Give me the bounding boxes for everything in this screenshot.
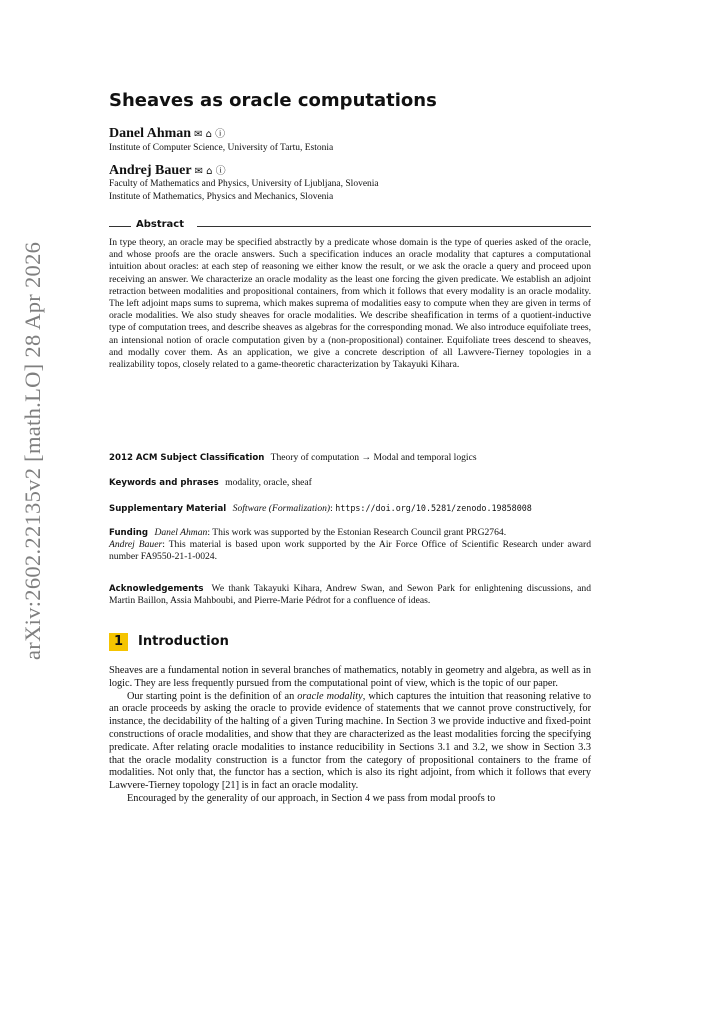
supplementary-kind: Software (Formalization) (232, 503, 331, 514)
author-name: Andrej Bauer (109, 163, 192, 178)
supplementary-separator: : (330, 503, 336, 514)
intro-paragraph-3: Encouraged by the generality of our approach, in Section 4 we pass from modal proofs to (127, 792, 496, 804)
acm-text: Theory of computation → Modal and temporal logics (270, 452, 477, 463)
paper-title: Sheaves as oracle computations (109, 90, 437, 111)
keywords (109, 477, 591, 489)
supplementary-link[interactable]: https://doi.org/10.5281/zenodo.19858008 (335, 503, 532, 513)
author-1 (109, 124, 225, 142)
author-2 (109, 161, 226, 179)
funding-name-1: Danel Ahman (154, 527, 208, 538)
intro-paragraph-1: Sheaves are a fundamental notion in several branches of mathematics, notably in geometry and algebra, as well as in logic. They are less frequently pursued from the computational point of view, which is the topic of our paper. (109, 665, 591, 689)
funding (109, 527, 591, 564)
intro-paragraph-2 (109, 691, 591, 793)
funding-text-2: : This material is based upon work supported by the Air Force Office of Scientific Research under award number FA9550-21-1-0024. (109, 539, 591, 563)
section-title: Introduction (138, 634, 229, 649)
acknowledgements (109, 583, 591, 607)
rule-left (109, 226, 131, 227)
intro-p2-emphasis: oracle modality (297, 690, 363, 702)
author-contact-icons[interactable]: ✉ ⌂ ⓘ (194, 129, 226, 140)
arxiv-identifier: arXiv:2602.22135v2 [math.LO] 28 Apr 2026 (20, 241, 45, 660)
abstract-heading (109, 219, 591, 233)
supplementary-label: Supplementary Material (109, 504, 227, 514)
intro-p2-rest: , which captures the intuition that reasoning relative to an oracle proceeds by asking the oracle to provide evidence of statements that we cannot prove constructively, for instance, the decidability of the halting of a given Turing machine. In Section 3 we provide inductive and fixed-point constructions of oracle modalities, and show that they are characterized as the least modalities forcing the specifying predicate. After relating oracle modalities to instance reducibility in Sections 3.1 and 3.2, we show in Section 3.3 that the oracle modality construction is a functor from the category of propositional containers to the frame of modalities. Not only that, the functor has a section, which is also its right adjoint, from which it follows that every Lawvere-Tierney topology [21] is in fact an oracle modality. (109, 690, 591, 792)
supplementary-material (109, 502, 591, 515)
author-1-affiliation: Institute of Computer Science, University of Tartu, Estonia (109, 143, 334, 153)
abstract-text: In type theory, an oracle may be specified abstractly by a predicate whose domain is the type of queries asked of the oracle, and whose proofs are the oracle answers. Such a specification induces an oracle modality that captures a computational intuition about oracles: at each step of reasoning we either know the result, or we ask the oracle a query and proceed upon receiving an answer. We characterize an oracle modality as the least one forcing the given predicate. We establish an adjoint retraction between modalities and propositional containers, from which it follows that every modality is an oracle modality. The left adjoint maps sums to suprema, which makes suprema of modalities easy to compute when they are given in terms of oracle modalities. We also study sheaves for oracle modalities. We describe sheafification in terms of a quotient-inductive type of computation trees, and describe sheaves as algebras for the corresponding monad. We also introduce equifoliate trees, an intensional notion of oracle computation given by a (non-propositional) container. Equifoliate trees descend to sheaves, and modally cover them. As an application, we give a concrete description of all Lawvere-Tierney topologies in a realizability topos, closely related to a game-theoretic characterization by Takayuki Kihara. (109, 237, 591, 371)
author-2-affiliation-2: Institute of Mathematics, Physics and Mechanics, Slovenia (109, 192, 334, 202)
section-number: 1 (109, 633, 128, 651)
keywords-text: modality, oracle, sheaf (225, 477, 312, 488)
keywords-label: Keywords and phrases (109, 478, 219, 488)
funding-label: Funding (109, 528, 149, 538)
introduction-body (109, 665, 591, 806)
section-heading (109, 633, 229, 651)
acknowledgements-text: We thank Takayuki Kihara, Andrew Swan, and Sewon Park for enlightening discussions, and Martin Baillon, Assia Mahboubi, and Pierre-Marie Pédrot for a confluence of ideas. (109, 583, 591, 607)
funding-text-1: : This work was supported by the Estonian Research Council grant PRG2764. (207, 527, 507, 538)
funding-name-2: Andrej Bauer (109, 539, 163, 551)
acknowledgements-label: Acknowledgements (109, 584, 204, 594)
rule-right (197, 226, 591, 227)
acm-classification (109, 452, 591, 464)
acm-label: 2012 ACM Subject Classification (109, 453, 265, 463)
intro-p2-start: Our starting point is the definition of an (127, 690, 298, 702)
abstract-label: Abstract (136, 219, 185, 230)
author-2-affiliation-1: Faculty of Mathematics and Physics, University of Ljubljana, Slovenia (109, 179, 379, 189)
author-contact-icons[interactable]: ✉ ⌂ ⓘ (194, 166, 226, 177)
author-name: Danel Ahman (109, 126, 192, 141)
